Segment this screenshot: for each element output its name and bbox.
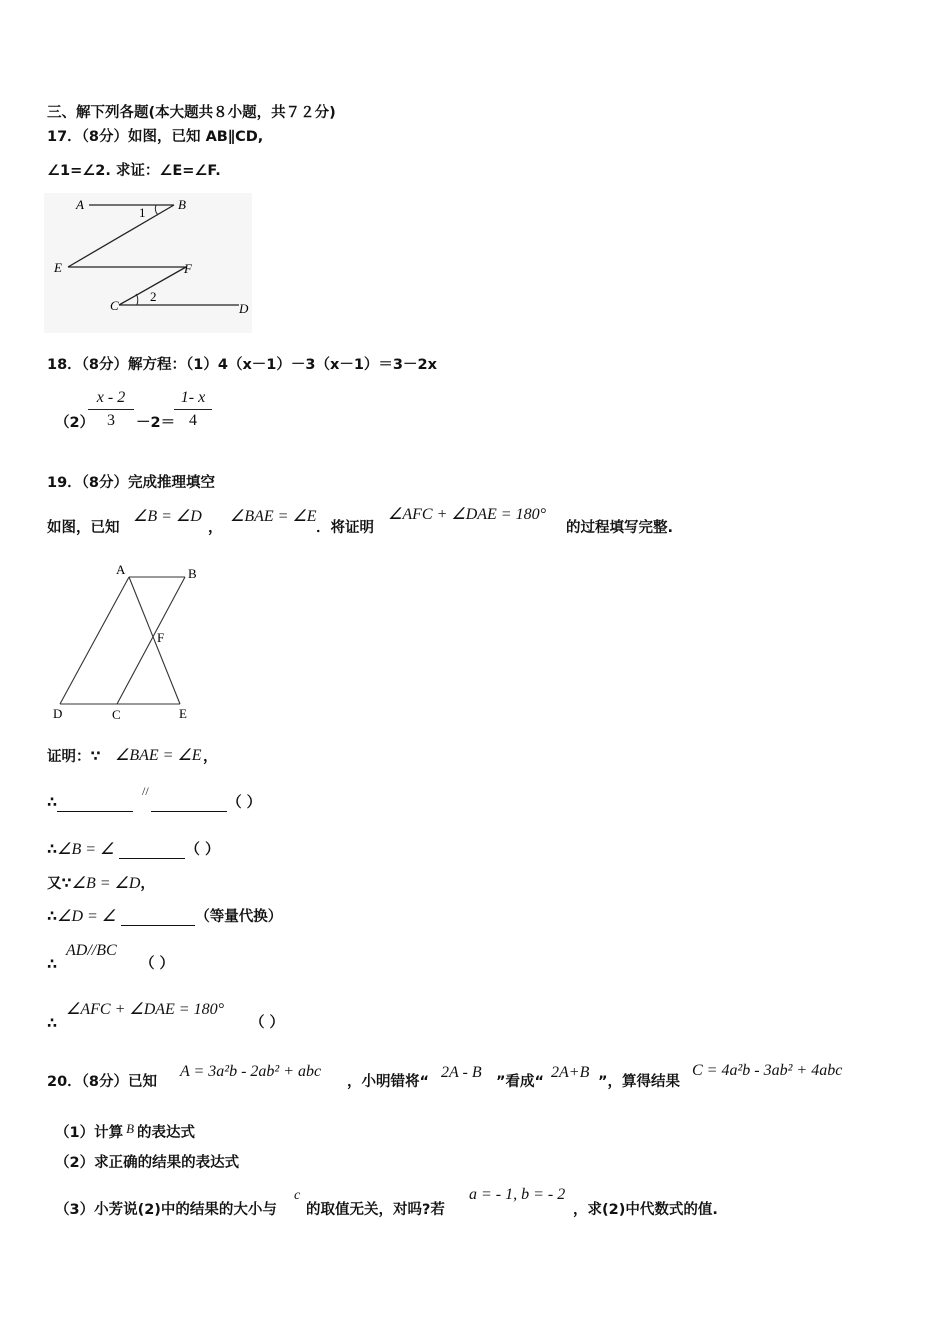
q19-line6-math: AD//BC — [66, 942, 117, 959]
q19-therefore-6: ∴ — [47, 957, 58, 973]
q20-sub1-pre: （1）计算 — [55, 1125, 124, 1141]
q20-wrong-2: 2A+B — [551, 1064, 590, 1081]
q19-paren-2: （ ） — [227, 795, 262, 811]
q19-given-pre: 如图，已知 — [47, 520, 120, 536]
q19-paren-3: （ ） — [185, 842, 220, 858]
q17-stem: 17．（8分）如图，已知 AB∥CD, — [47, 129, 264, 145]
q19-label-c: C — [112, 707, 121, 722]
q20-stem-pre: 20．（8分）已知 — [47, 1074, 158, 1090]
q17-label-e: E — [54, 260, 62, 275]
q19-given-comma: ， — [208, 520, 223, 536]
q19-line3-math: ∠B = ∠ — [57, 841, 115, 858]
q19-line7-math: ∠AFC + ∠DAE = 180° — [66, 1001, 224, 1018]
q20-stem-mid1: ，小明错将“ — [347, 1074, 430, 1090]
q20-stem-mid3: ”，算得结果 — [598, 1074, 681, 1090]
q19-line4-comma: ， — [140, 876, 155, 892]
q19-line4 — [47, 875, 155, 893]
q19-line2 — [47, 794, 261, 812]
q19-given-m2: ∠BAE = ∠E — [230, 508, 317, 525]
q19-therefore-3: ∴ — [47, 842, 58, 858]
q19-blank-5[interactable] — [121, 911, 195, 926]
q18-frac2-numerator: 1- x — [180, 389, 206, 406]
q19-line-ad — [60, 577, 129, 704]
q19-label-d: D — [53, 706, 63, 721]
q20-sub3-var: c — [294, 1188, 301, 1203]
section-header: 三、解下列各题(本大题共８小题，共７２分) — [47, 105, 336, 121]
q18-fraction-1 — [88, 389, 134, 430]
q19-proof-comma: ， — [203, 749, 218, 765]
q20-sub1-var: B — [126, 1121, 135, 1136]
q18-part2-label: （2） — [55, 415, 95, 431]
q18-frac2-bar — [174, 409, 212, 410]
q18-fraction-2 — [174, 389, 212, 430]
q17-label-d: D — [239, 301, 249, 316]
q17-label-c: C — [110, 298, 119, 313]
q19-line4-pre: 又∵ — [47, 876, 72, 892]
q19-figure — [48, 561, 208, 727]
q19-title: 19．（8分）完成推理填空 — [47, 475, 216, 491]
q19-line-ae — [129, 577, 180, 704]
q19-line5 — [47, 908, 282, 926]
q20-sub3-condition: a = - 1, b = - 2 — [469, 1186, 566, 1203]
q20-sub1 — [55, 1120, 195, 1142]
q19-line-bc — [117, 577, 185, 704]
q17-label-a: A — [76, 197, 84, 212]
q19-given-m1: ∠B = ∠D — [133, 508, 202, 525]
q19-given-post: 的过程填写完整. — [566, 520, 674, 536]
q20-sub3-pre: （3）小芳说(2)中的结果的大小与 — [55, 1202, 277, 1218]
q20-sub3-mid: 的取值无关，对吗?若 — [306, 1202, 445, 1218]
q18-frac2-denominator: 4 — [189, 412, 197, 429]
q19-proof-m1: ∠BAE = ∠E — [115, 747, 202, 764]
q17-label-angle2: 2 — [150, 289, 157, 304]
q19-therefore-7: ∴ — [47, 1016, 58, 1032]
q19-blank-2b[interactable] — [151, 797, 227, 812]
q19-line4-math: ∠B = ∠D — [71, 875, 141, 892]
q19-parallel-sign: // — [142, 784, 149, 798]
q19-proof-label: 证明：∵ — [47, 749, 101, 765]
q17-condition: ∠1=∠2. 求证：∠E=∠F. — [47, 163, 221, 179]
q19-label-a: A — [116, 562, 126, 577]
q19-therefore-5: ∴ — [47, 909, 58, 925]
q20-a-expression: A = 3a²b - 2ab² + abc — [180, 1063, 322, 1080]
q19-therefore-2: ∴ — [47, 795, 58, 811]
q20-c-expression: C = 4a²b - 3ab² + 4abc — [692, 1062, 843, 1079]
q20-sub1-post: 的表达式 — [137, 1125, 196, 1141]
q18-part1: 18．（8分）解方程：（1）4（x－1）－3（x－1）＝3－2x — [47, 357, 437, 373]
q20-sub3-post: ，求(2)中代数式的值. — [573, 1202, 718, 1218]
q19-paren-7: （ ） — [250, 1015, 285, 1031]
q19-line3 — [47, 841, 219, 859]
q19-blank-2a[interactable] — [57, 797, 133, 812]
q19-blank-3[interactable] — [119, 844, 185, 859]
q17-figure — [44, 193, 252, 333]
q19-label-e: E — [179, 706, 187, 721]
q20-wrong-1: 2A - B — [441, 1064, 482, 1081]
q17-label-b: B — [178, 197, 186, 212]
q19-line5-reason: （等量代换） — [195, 909, 283, 925]
q19-given-mid: ．将证明 — [316, 520, 374, 536]
q20-stem-mid2: ”看成“ — [496, 1074, 545, 1090]
q18-middle: －2＝ — [136, 415, 176, 431]
q17-label-angle1: 1 — [139, 205, 146, 220]
q19-given-m3: ∠AFC + ∠DAE = 180° — [388, 506, 546, 523]
q19-label-f: F — [157, 630, 165, 645]
q18-frac1-denominator: 3 — [107, 412, 115, 429]
q19-line5-math: ∠D = ∠ — [57, 908, 117, 925]
q20-sub2: （2）求正确的结果的表达式 — [55, 1155, 240, 1171]
q18-frac1-bar — [88, 409, 134, 410]
q19-paren-6: （ ） — [140, 956, 175, 972]
q19-label-b: B — [188, 566, 197, 581]
q17-label-f: F — [184, 261, 192, 276]
q18-frac1-numerator: x - 2 — [96, 389, 126, 406]
